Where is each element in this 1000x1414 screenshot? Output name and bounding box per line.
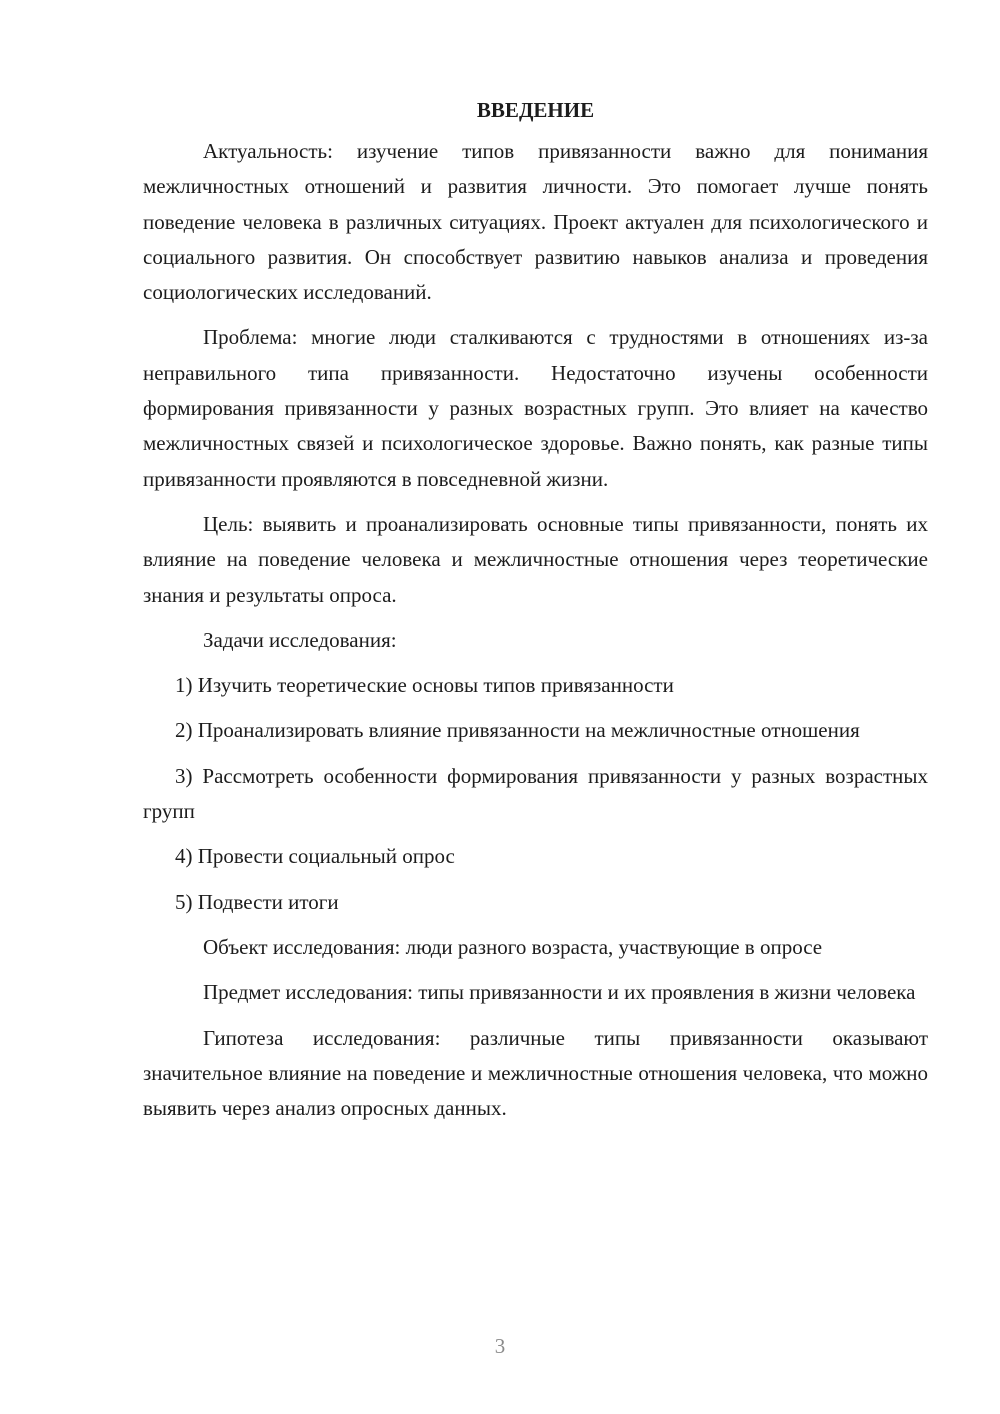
document-page [143, 96, 928, 1126]
tasks-heading: Задачи исследования: [203, 627, 397, 652]
page-title: ВВЕДЕНИЕ [476, 98, 595, 122]
task-item: 1) Изучить теоретические основы типов привязанности [175, 673, 674, 698]
task-item: 5) Подвести итоги [175, 889, 339, 914]
goal-paragraph: Цель: выявить и проанализировать основные типы привязанности, понять их влияние на поведение человека и межличностные отношения через теоретические знания и результаты опроса. [143, 511, 928, 607]
object-paragraph: Объект исследования: люди разного возраста, участвующие в опросе [203, 934, 823, 959]
page-number: 3 [494, 1334, 506, 1358]
hypothesis-paragraph: Гипотеза исследования: различные типы привязанности оказывают значительное влияние на поведение и межличностные отношения человека, что можно выявить через анализ опросных данных. [143, 1025, 928, 1121]
problem-paragraph: Проблема: многие люди сталкиваются с трудностями в отношениях из-за неправильного типа привязанности. Недостаточно изучены особенности формирования привязанности у разных возрастных групп. Это влияет на качество межличностных связей и психологическое здоровье. Важно понять, как разные типы привязанности проявляются в повседневной жизни. [143, 325, 928, 491]
relevance-paragraph: Актуальность: изучение типов привязанности важно для понимания межличностных отношений и развития личности. Это помогает лучше понять поведение человека в различных ситуациях. Проект актуален для психологического и социального развития. Он способствует развитию навыков анализа и проведения социологических исследований. [143, 139, 928, 305]
task-item: 2) Проанализировать влияние привязанности на межличностные отношения [175, 718, 860, 743]
task-item: 3) Рассмотреть особенности формирования привязанности у разных возрастных групп [143, 763, 928, 824]
subject-paragraph: Предмет исследования: типы привязанности и их проявления в жизни человека [203, 980, 916, 1005]
task-item: 4) Провести социальный опрос [175, 844, 455, 869]
